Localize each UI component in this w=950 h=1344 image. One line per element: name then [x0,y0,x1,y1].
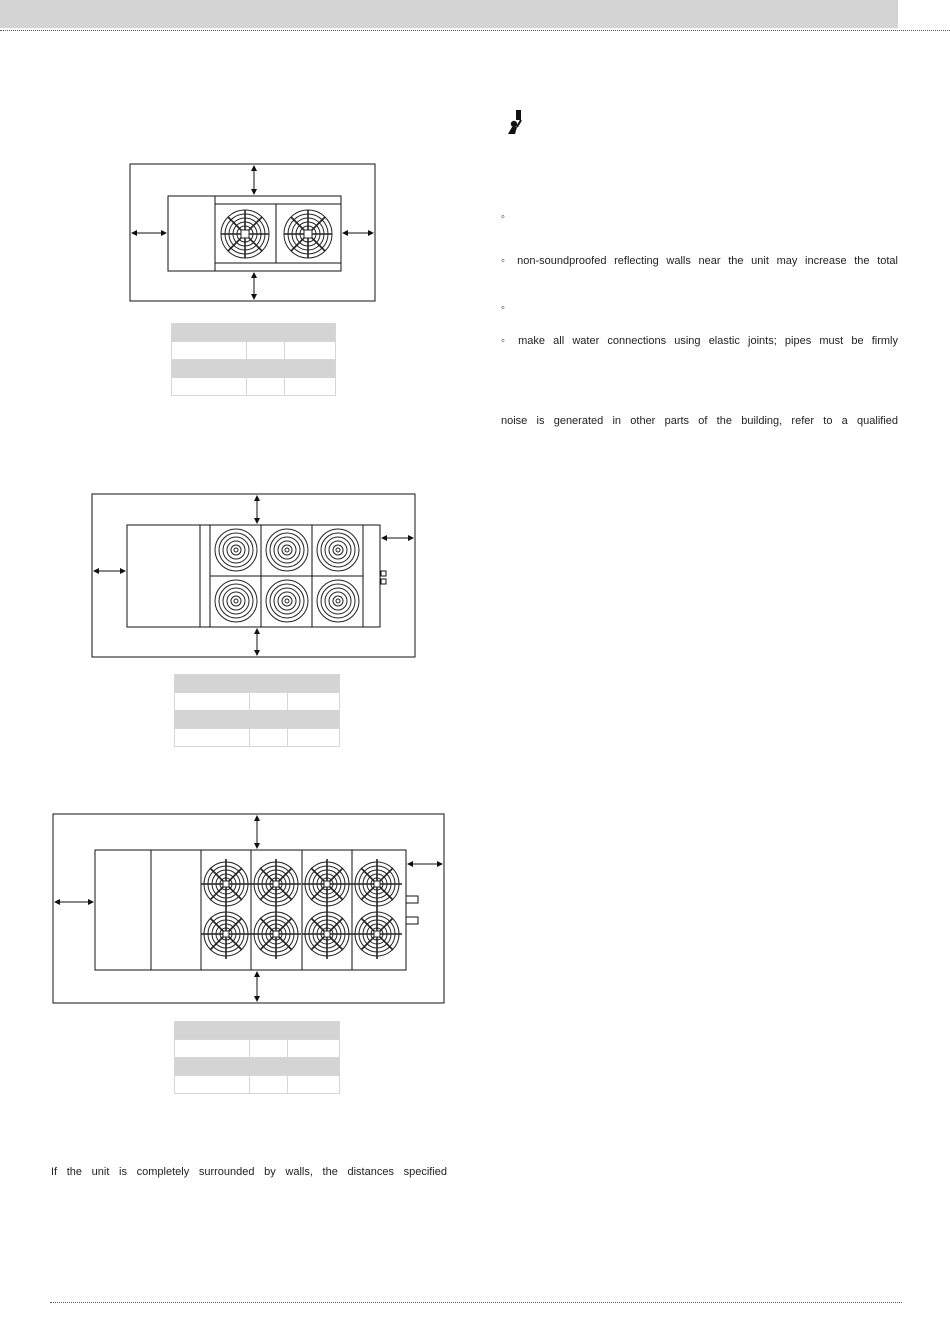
bullet-1: ◦ [501,211,505,223]
clearance-diagram-8-fan [51,812,447,1006]
noise-paragraph-line: noise is generated in other parts of the building, refer to a qualified [501,415,898,427]
header-bar [0,0,898,28]
clearance-table-2 [174,674,340,747]
clearance-table-3 [174,1021,340,1094]
clearance-diagram-6-fan [90,492,418,660]
footer-divider [50,1302,902,1303]
technician-warning-icon [504,108,526,136]
clearance-diagram-2-fan [128,162,378,304]
clearance-table-1 [171,323,336,396]
bullet-2: ◦ non-soundproofed reflecting walls near the unit may increase the total [501,255,898,267]
walls-paragraph-line: If the unit is completely surrounded by walls, the distances specified [51,1166,447,1178]
header-divider [0,30,950,31]
bullet-4: ◦ make all water connections using elastic joints; pipes must be firmly [501,335,898,347]
bullet-3: ◦ [501,302,505,314]
